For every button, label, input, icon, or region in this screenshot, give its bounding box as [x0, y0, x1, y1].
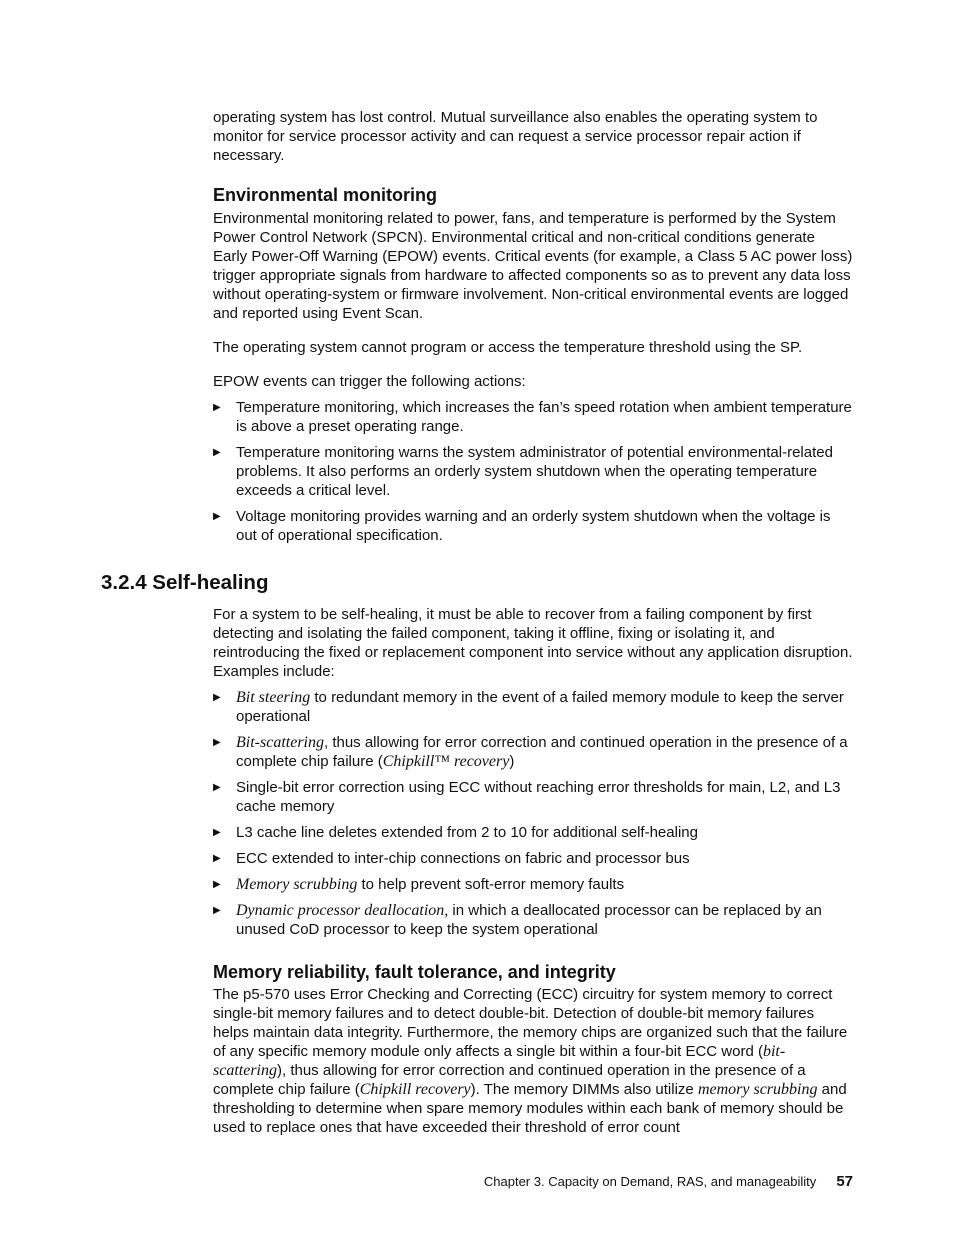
- env-paragraph-1: Environmental monitoring related to power, fans, and temperature is performed by the System Power Control Network (SPCN). Environmental critical and non-critical conditions generate Early Power-Off Warning (EPOW) events. Critical events (for example, a Class 5 AC power loss) trigger appropriate signals from hardware to affected components so as to prevent any data loss without operating-system or firmware involvement. Non-critical environmental events are logged and reported using Event Scan.: [213, 210, 853, 322]
- intro-paragraph: operating system has lost control. Mutual surveillance also enables the operating system to monitor for service processor activity and can request a service processor repair action if necessary.: [213, 109, 818, 164]
- environmental-section: [213, 184, 853, 545]
- bullet-icon: ▶: [213, 737, 221, 748]
- memory-paragraph: The p5-570 uses Error Checking and Correcting (ECC) circuitry for system memory to correct single-bit memory failures and to detect double-bit. Detection of double-bit memory failures helps maintain data integrity. Furthermore, the memory chips are organized such that the failure of any specific memory module only affects a single bit within a four-bit ECC word (bit-scattering), thus allowing for error correction and continued operation in the presence of a complete chip failure (Chipkill recovery). The memory DIMMs also utilize memory scrubbing and thresholding to determine when spare memory modules within each bank of memory should be used to replace ones that have exceeded their threshold of error count: [213, 986, 848, 1136]
- list-item: ▶ Temperature monitoring, which increases the fan’s speed rotation when ambient temperature is above a preset operating range.: [213, 399, 852, 435]
- list-item: ▶ Single-bit error correction using ECC without reaching error thresholds for main, L2, and L3 cache memory: [213, 779, 841, 815]
- memory-section: [213, 961, 853, 1137]
- list-item: ▶ Voltage monitoring provides warning and an orderly system shutdown when the voltage is out of operational specification.: [213, 508, 831, 544]
- bullet-icon: ▶: [213, 447, 221, 458]
- self-healing-bullet-list: [213, 688, 853, 939]
- page-footer: [484, 1173, 853, 1191]
- bullet-icon: ▶: [213, 402, 221, 413]
- list-item: ▶ L3 cache line deletes extended from 2 to 10 for additional self-healing: [213, 824, 698, 841]
- list-item: ▶ Memory scrubbing to help prevent soft-error memory faults: [213, 876, 625, 893]
- list-item: ▶ Bit steering to redundant memory in the event of a failed memory module to keep the server operational: [213, 689, 844, 725]
- bullet-icon: ▶: [213, 692, 221, 703]
- env-bullet-list: [213, 398, 853, 545]
- page-number: 57: [836, 1173, 853, 1190]
- env-paragraph-2: The operating system cannot program or access the temperature threshold using the SP.: [213, 339, 803, 356]
- bullet-icon: ▶: [213, 879, 221, 890]
- bullet-icon: ▶: [213, 782, 221, 793]
- list-item: ▶ Bit-scattering, thus allowing for error correction and continued operation in the presence of a complete chip failure (Chipkill™ recovery): [213, 734, 848, 770]
- bullet-icon: ▶: [213, 827, 221, 838]
- section-heading-self-healing: 3.2.4 Self-healing: [101, 571, 269, 594]
- footer-chapter-title: Chapter 3. Capacity on Demand, RAS, and manageability: [483, 1174, 817, 1189]
- list-item: ▶ Dynamic processor deallocation, in which a deallocated processor can be replaced by an unused CoD processor to keep the system operational: [213, 902, 822, 938]
- self-healing-paragraph: For a system to be self-healing, it must be able to recover from a failing component by first detecting and isolating the failed component, taking it offline, fixing or isolating it, and reintroducing the fixed or replacement component into service without any application disruption. Examples include:: [213, 606, 853, 680]
- list-item: ▶ ECC extended to inter-chip connections on fabric and processor bus: [213, 850, 690, 867]
- bullet-icon: ▶: [213, 905, 221, 916]
- bullet-icon: ▶: [213, 511, 221, 522]
- self-healing-section: [213, 605, 853, 939]
- section-heading-environmental: Environmental monitoring: [213, 185, 438, 205]
- bullet-icon: ▶: [213, 853, 221, 864]
- section-heading-memory: Memory reliability, fault tolerance, and integrity: [213, 962, 616, 982]
- env-paragraph-3: EPOW events can trigger the following actions:: [213, 373, 526, 390]
- list-item: ▶ Temperature monitoring warns the system administrator of potential environmental-related problems. It also performs an orderly system shutdown when the operating temperature exceeds a critical level.: [213, 444, 833, 499]
- intro-block: [213, 108, 853, 165]
